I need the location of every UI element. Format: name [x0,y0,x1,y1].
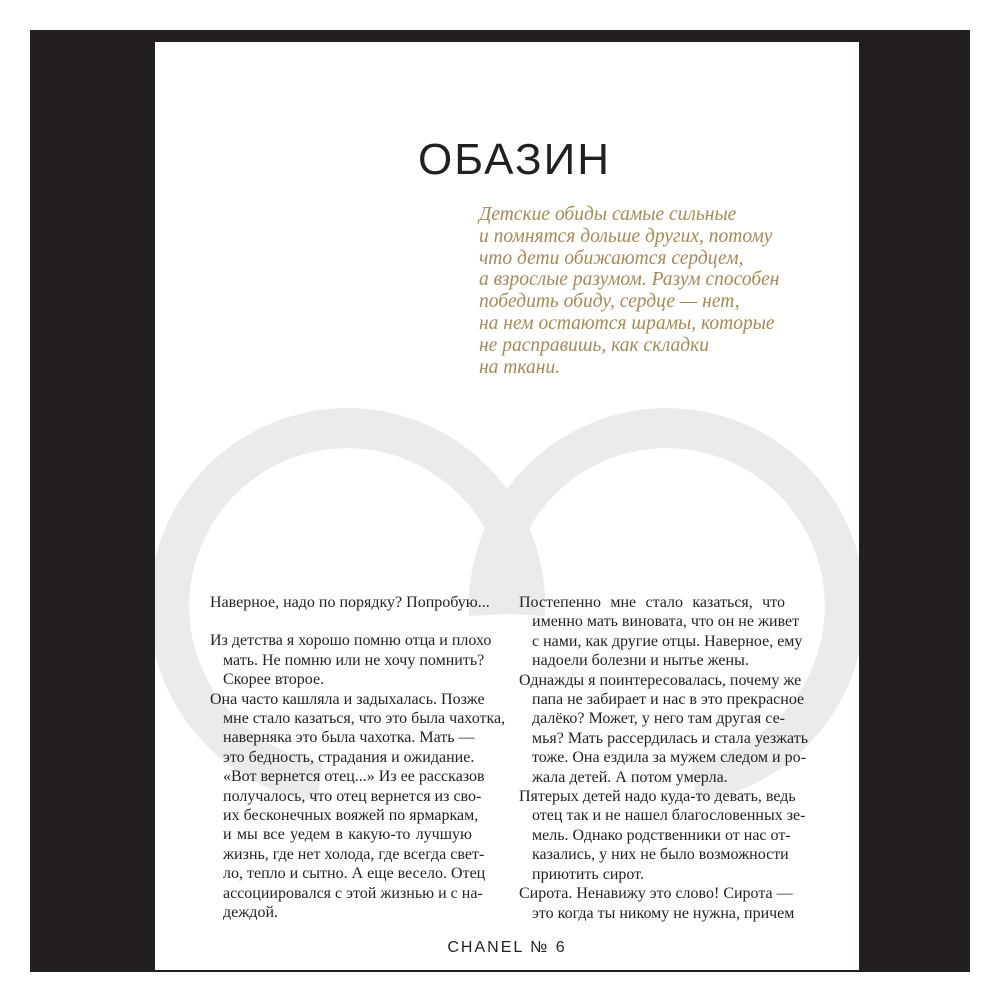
body-text-line: папа не забирает и нас в это прекрасное [532,691,805,709]
running-footer-book-title: CHANEL № 6 [447,939,567,956]
body-text-line: ло, тепло и сытно. А еще весело. Отец [223,865,486,883]
epigraph-line: а взрослые разумом. Разум способен [479,269,780,291]
epigraph-line: что дети обижаются сердцем, [479,247,744,269]
body-text-line: казались, у них не было возможности [532,846,789,864]
body-text-line: Она часто кашляла и задыхалась. Позже [210,690,485,708]
body-text-line: получалось, что отец вернется из сво- [223,787,482,805]
body-text-line: приютить сирот. [532,865,644,883]
body-text-line: мья? Мать рассердилась и стала уезжать [532,729,808,747]
body-text-line: ассоциировался с этой жизнью и с на- [223,884,483,902]
body-text-line: Сирота. Ненавижу это слово! Сирота — [519,885,793,903]
body-text-line: мель. Однако родственники от нас от- [532,826,791,844]
body-text-line: деждой. [223,904,278,922]
body-text-line: это когда ты никому не нужна, причем [532,904,795,922]
epigraph-quote [479,204,849,378]
body-text-line: мне стало казаться, что это была чахотка, [223,710,506,728]
body-text-line: с нами, как другие отцы. Наверное, ему [532,632,803,650]
body-text-line: и мы все уедем в какую-то лучшую [223,826,472,844]
body-text-line: наверняка это была чахотка. Мать — [223,729,475,747]
body-text-line: надоели болезни и нытье жены. [532,652,749,670]
chapter-title: ОБАЗИН [418,135,611,184]
book-page [155,42,859,970]
epigraph-line: победить обиду, сердце — нет, [479,291,740,313]
body-text-line: именно мать виновата, что он не живет [532,613,800,631]
body-text-line: Постепенно мне стало казаться, что [519,594,785,611]
epigraph-line: Детские обиды самые сильные [479,204,737,225]
body-text-line: жала детей. А потом умерла. [532,768,728,786]
body-text-line: это бедность, страдания и ожидание. [223,748,475,766]
body-text-line: Однажды я поинтересовалась, почему же [519,671,802,689]
body-text-line: отец так и не нашел благословенных зе- [532,807,806,825]
body-text-line: далёко? Может, у него там другая се- [532,710,785,728]
body-text-line: Скорее второе. [223,671,325,689]
body-text-line: Из детства я хорошо помню отца и плохо [210,632,492,650]
body-text-line: Пятерых детей надо куда-то девать, ведь [519,788,796,806]
epigraph-line: не расправишь, как складки [479,334,709,356]
body-text-right-column [519,593,808,923]
body-text-line: их бесконечных вояжей по ярмаркам, [223,807,479,825]
body-text-line: жизнь, где нет холода, где всегда свет- [223,845,485,863]
body-text-line: Наверное, надо по порядку? Попробую... [210,594,490,611]
body-text-left-column [210,593,506,923]
body-text-line: тоже. Она ездила за мужем следом и ро- [532,749,806,767]
body-text-line: «Вот вернется отец...» Из ее рассказов [223,768,485,786]
epigraph-line: на ткани. [479,356,561,378]
epigraph-line: и помнятся дольше других, потому [479,225,773,247]
epigraph-line: на нем остаются шрамы, которые [479,312,775,334]
body-text-line: мать. Не помню или не хочу помнить? [223,651,485,669]
